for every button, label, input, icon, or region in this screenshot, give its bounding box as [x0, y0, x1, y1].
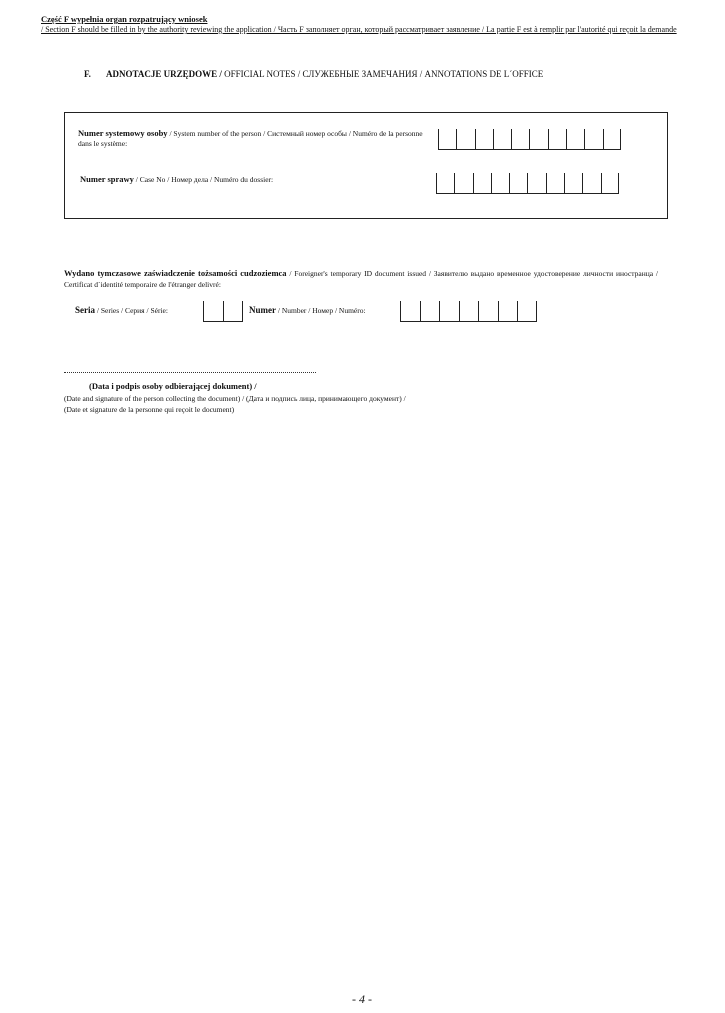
digit-cell[interactable]	[223, 301, 243, 322]
official-notes-title	[84, 69, 543, 79]
digit-cell[interactable]	[529, 129, 547, 150]
digit-cell[interactable]	[584, 129, 602, 150]
signature-caption-line-2: (Date et signature de la personne qui reçoit le document)	[64, 405, 235, 414]
id-number-label-bold: Numer	[249, 305, 276, 315]
temporary-id-text-rest: / Foreigner's temporary ID document issued / Заявителю выдано временное удостоверение личности иностранца / Certificat d´identité temporaire de l'étranger delivré:	[64, 269, 658, 289]
series-label-bold: Seria	[75, 305, 95, 315]
digit-cell[interactable]	[498, 301, 518, 322]
id-number-field[interactable]	[400, 301, 537, 322]
page-number: - 4 -	[352, 992, 372, 1006]
digit-cell[interactable]	[511, 129, 529, 150]
id-number-label-rest: / Number / Номер / Numéro:	[276, 306, 366, 315]
temporary-id-text-bold: Wydano tymczasowe zaświadczenie tożsamości cudzoziemca	[64, 268, 287, 278]
case-number-label	[80, 174, 420, 185]
digit-cell[interactable]	[564, 173, 582, 194]
digit-cell[interactable]	[603, 129, 621, 150]
digit-cell[interactable]	[491, 173, 509, 194]
digit-cell[interactable]	[478, 301, 498, 322]
system-number-label-bold: Numer systemowy osoby	[78, 128, 168, 138]
series-label	[75, 305, 168, 315]
case-number-field[interactable]	[436, 173, 619, 194]
section-f-subheading: / Section F should be filled in by the authority reviewing the application / Часть F заполняет орган, который рассматривает заявление / La partie F est à remplir par l'autorité qui reçoit la demande	[41, 25, 677, 34]
system-number-label-rest: / System number of the person / Системный номер особы / Numéro de la personne dans le système:	[78, 129, 423, 148]
official-notes-title-bold: ADNOTACJE URZĘDOWE /	[106, 69, 222, 79]
series-label-rest: / Series / Серия / Série:	[95, 306, 168, 315]
temporary-id-issued-text	[64, 268, 658, 290]
system-number-label	[78, 128, 423, 149]
digit-cell[interactable]	[454, 173, 472, 194]
digit-cell[interactable]	[439, 301, 459, 322]
id-number-label	[249, 305, 366, 315]
digit-cell[interactable]	[420, 301, 440, 322]
digit-cell[interactable]	[203, 301, 223, 322]
digit-cell[interactable]	[473, 173, 491, 194]
digit-cell[interactable]	[582, 173, 600, 194]
digit-cell[interactable]	[548, 129, 566, 150]
official-notes-title-rest: OFFICIAL NOTES / СЛУЖЕБНЫЕ ЗАМЕЧАНИЯ / ANNOTATIONS DE L´OFFICE	[221, 69, 544, 79]
case-number-label-bold: Numer sprawy	[80, 174, 134, 184]
digit-cell[interactable]	[527, 173, 545, 194]
signature-caption-line-1: (Date and signature of the person collecting the document) / (Дата и подпись лица, принимающего документ) /	[64, 394, 406, 403]
digit-cell[interactable]	[493, 129, 511, 150]
digit-cell[interactable]	[601, 173, 619, 194]
section-letter: F.	[84, 69, 91, 79]
digit-cell[interactable]	[546, 173, 564, 194]
digit-cell[interactable]	[438, 129, 456, 150]
case-number-label-rest: / Case No / Номер дела / Numéro du dossier:	[133, 175, 274, 184]
digit-cell[interactable]	[517, 301, 537, 322]
system-number-field[interactable]	[438, 129, 621, 150]
digit-cell[interactable]	[509, 173, 527, 194]
digit-cell[interactable]	[459, 301, 479, 322]
digit-cell[interactable]	[475, 129, 493, 150]
series-field[interactable]	[203, 301, 243, 322]
signature-caption-title: (Data i podpis osoby odbierającej dokument) /	[89, 381, 257, 391]
section-f-heading: Część F wypełnia organ rozpatrujący wniosek	[41, 14, 208, 24]
digit-cell[interactable]	[566, 129, 584, 150]
signature-dotted-line[interactable]	[64, 372, 316, 373]
digit-cell[interactable]	[400, 301, 420, 322]
digit-cell[interactable]	[436, 173, 454, 194]
digit-cell[interactable]	[456, 129, 474, 150]
